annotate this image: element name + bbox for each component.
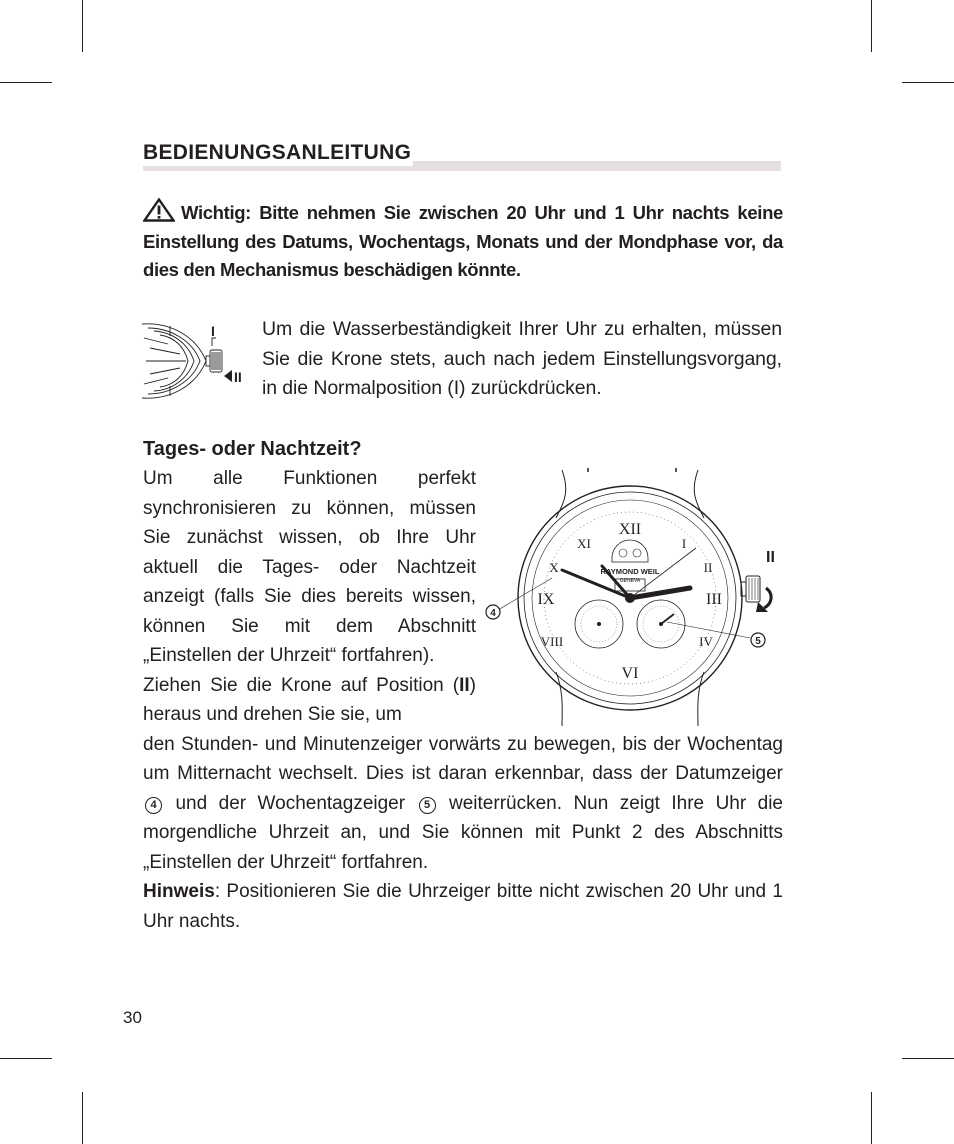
crop-mark	[902, 1058, 954, 1059]
crop-mark	[0, 1058, 52, 1059]
section-header	[143, 140, 781, 172]
callout-5-label: 5	[755, 636, 761, 647]
warning-text-block	[143, 198, 783, 285]
crop-mark	[82, 0, 83, 52]
warning-block	[143, 198, 783, 285]
callout-5-marker: 5	[419, 797, 436, 814]
crop-mark	[82, 1092, 83, 1144]
note-paragraph	[143, 877, 783, 936]
svg-text:XII: XII	[618, 521, 642, 538]
svg-text:III: III	[706, 591, 722, 608]
paragraph-instruction-end: den Stunden- und Minutenzeiger vorwärts zu bewegen, bis der Wochentag um Mitternacht wechselt. Dies ist daran erkennbar, dass der Datumzeiger 4 und der Wochentagzeiger 5 weiterrücken. Nun zeigt Ihre Uhr die morgendliche Uhrzeit an, und Sie können mit Punkt 2 des Abschnitts „Einstellen der Uhrzeit“ fortfahren.	[143, 733, 784, 873]
arrow-left-icon	[224, 370, 232, 382]
note-text: : Positionieren Sie die Uhrzeiger bitte nicht zwischen 20 Uhr und 1 Uhr nachts.	[143, 881, 783, 932]
watch-illustration	[484, 462, 784, 726]
svg-text:VI: VI	[621, 665, 639, 682]
water-text-start: Um die Wasserbeständigkeit Ihrer Uhr zu erhalten, müssen Sie die Krone stets, auch nach jedem Einstellungsvorgang, in die Normalposition (	[262, 318, 782, 399]
svg-text:VIII: VIII	[540, 634, 564, 649]
hour-hand	[630, 588, 690, 598]
callout-4-marker: 4	[145, 797, 162, 814]
svg-text:IV: IV	[699, 634, 713, 649]
page-title: BEDIENUNGSANLEITUNG	[143, 141, 412, 164]
text-column	[143, 464, 476, 730]
note-label: Hinweis	[143, 881, 215, 902]
warning-triangle-icon	[143, 198, 175, 222]
water-resistance-paragraph	[262, 315, 782, 404]
crop-mark	[0, 82, 52, 83]
page-number: 30	[123, 1008, 142, 1027]
crop-mark	[902, 82, 954, 83]
warning-text: Wichtig: Bitte nehmen Sie zwischen 20 Uhr und 1 Uhr nachts keine Einstellung des Datums, Wochentags, Monats und der Mondphase vor, da dies den Mechanismus beschädigen könnte.	[143, 202, 783, 280]
paragraph-instruction-start: Ziehen Sie die Krone auf Position (II) heraus und drehen Sie sie, um	[143, 674, 476, 725]
crown-label-1: I	[211, 323, 215, 339]
section-heading: Tages- oder Nachtzeit?	[143, 438, 362, 460]
water-text-end: ) zurückdrücken.	[459, 377, 602, 399]
crown-position-label: II	[766, 549, 775, 566]
position-marker: II	[459, 674, 470, 696]
brand-sub-text: GENEVA	[619, 578, 641, 584]
position-marker: I	[453, 377, 460, 399]
callout-4-label: 4	[490, 608, 496, 619]
crop-mark	[871, 0, 872, 52]
crop-mark	[871, 1092, 872, 1144]
crown-label-2: II	[234, 369, 242, 385]
text-full-width	[143, 730, 783, 937]
svg-text:XI: XI	[577, 536, 591, 551]
brand-logo-text: RAYMOND WEIL	[600, 567, 660, 576]
rotate-arrow-icon	[764, 588, 771, 608]
svg-text:IX: IX	[537, 591, 555, 608]
paragraph-intro: Um alle Funktionen perfekt synchronisieren zu können, müssen Sie zunächst wissen, ob Ihre Uhr aktuell die Tages- oder Nachtzeit anzeigt (falls Sie dies bereits wissen, können Sie mit dem Abschnitt „Einstellen der Uhrzeit“ fortfahren).	[143, 468, 476, 666]
svg-text:I: I	[681, 536, 687, 551]
svg-text:X: X	[549, 560, 559, 575]
crown-position-illustration	[140, 318, 252, 404]
svg-text:II: II	[703, 560, 713, 575]
